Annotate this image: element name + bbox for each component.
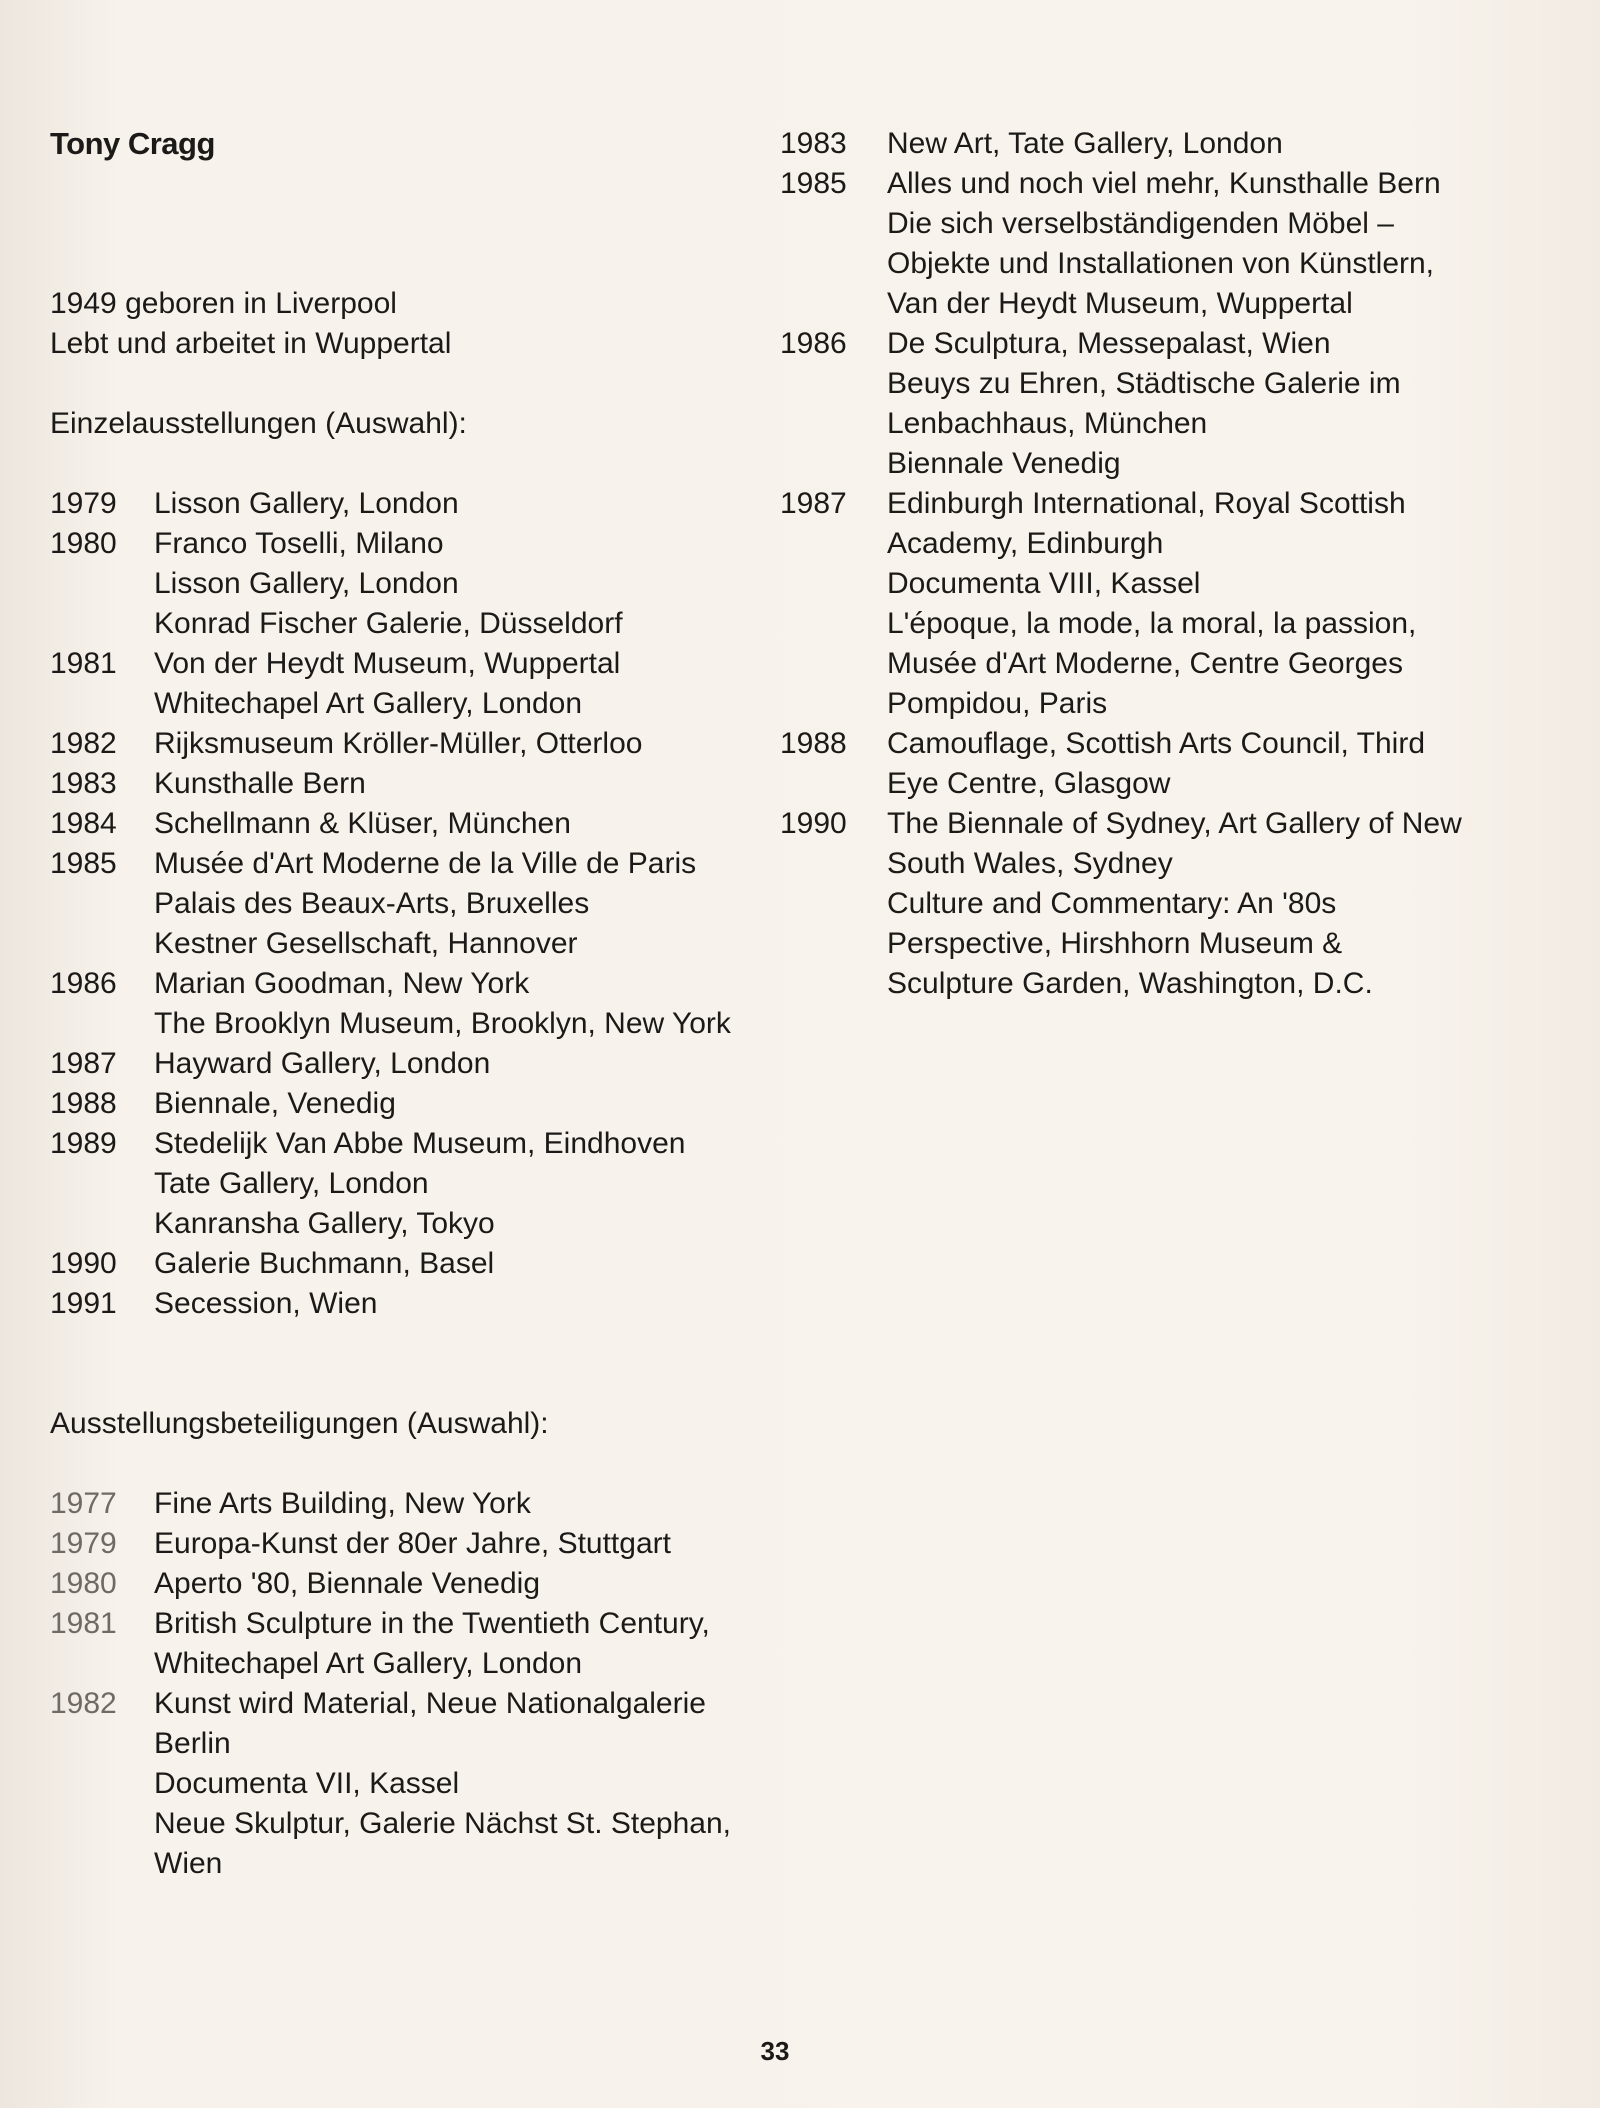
exhibition-venues <box>154 1564 770 1604</box>
exhibition-venue: Documenta VII, Kassel <box>154 1767 460 1800</box>
exhibition-entry <box>50 644 770 724</box>
exhibition-venue: Berlin <box>154 1727 231 1760</box>
exhibition-venue: Perspective, Hirshhorn Museum & <box>887 927 1343 960</box>
exhibition-venues <box>154 1524 770 1564</box>
exhibition-venue: Franco Toselli, Milano <box>154 527 444 560</box>
exhibition-venue: Eye Centre, Glasgow <box>887 767 1171 800</box>
exhibition-year: 1981 <box>50 647 117 680</box>
exhibition-year: 1986 <box>50 967 117 1000</box>
exhibition-year: 1982 <box>50 1687 117 1720</box>
exhibition-venues <box>154 844 770 964</box>
exhibition-venues <box>154 1604 770 1684</box>
exhibition-entry <box>780 484 1540 724</box>
exhibition-year: 1979 <box>50 487 117 520</box>
exhibition-venue: Culture and Commentary: An '80s <box>887 887 1337 920</box>
exhibition-venues <box>154 1044 770 1084</box>
exhibition-venue: Fine Arts Building, New York <box>154 1487 531 1520</box>
exhibition-venue: Neue Skulptur, Galerie Nächst St. Stephan, <box>154 1807 731 1840</box>
exhibition-entry <box>50 964 770 1044</box>
exhibition-venue: Die sich verselbständigenden Möbel – <box>887 207 1394 240</box>
exhibition-venues <box>154 964 770 1044</box>
group-exhibitions-title: Ausstellungsbeteiligungen (Auswahl): <box>50 1407 549 1440</box>
exhibition-venues <box>887 164 1540 324</box>
exhibition-venue: Lenbachhaus, München <box>887 407 1208 440</box>
exhibition-venue: Pompidou, Paris <box>887 687 1108 720</box>
exhibition-venues <box>154 1124 770 1244</box>
exhibition-entry <box>50 1564 770 1604</box>
exhibition-venues <box>154 804 770 844</box>
exhibition-entry <box>50 844 770 964</box>
exhibition-venue: Sculpture Garden, Washington, D.C. <box>887 967 1373 1000</box>
exhibition-entry <box>50 1484 770 1524</box>
exhibition-year: 1987 <box>780 487 847 520</box>
solo-exhibitions-title: Einzelausstellungen (Auswahl): <box>50 407 467 440</box>
exhibition-venue: Beuys zu Ehren, Städtische Galerie im <box>887 367 1401 400</box>
exhibition-venue: Objekte und Installationen von Künstlern, <box>887 247 1435 280</box>
exhibition-venue: Stedelijk Van Abbe Museum, Eindhoven <box>154 1127 686 1160</box>
exhibition-venue: L'époque, la mode, la moral, la passion, <box>887 607 1417 640</box>
artist-name: Tony Cragg <box>50 126 215 161</box>
solo-exhibitions-list <box>50 484 770 1324</box>
bio-born: 1949 geboren in Liverpool <box>50 287 397 320</box>
exhibition-venue: Whitechapel Art Gallery, London <box>154 1647 583 1680</box>
exhibition-year: 1985 <box>780 167 847 200</box>
exhibition-venue: Konrad Fischer Galerie, Düsseldorf <box>154 607 623 640</box>
artist-bio <box>50 284 770 364</box>
exhibition-venue: Academy, Edinburgh <box>887 527 1164 560</box>
exhibition-venue: Documenta VIII, Kassel <box>887 567 1201 600</box>
exhibition-entry <box>50 804 770 844</box>
exhibition-venue: Kunsthalle Bern <box>154 767 366 800</box>
exhibition-venue: Marian Goodman, New York <box>154 967 530 1000</box>
exhibition-venues <box>154 484 770 524</box>
exhibition-venue: Musée d'Art Moderne, Centre Georges <box>887 647 1403 680</box>
exhibition-year: 1979 <box>50 1527 117 1560</box>
exhibition-venues <box>887 324 1540 484</box>
exhibition-entry <box>50 1524 770 1564</box>
exhibition-entry <box>780 124 1540 164</box>
exhibition-venue: Secession, Wien <box>154 1287 378 1320</box>
exhibition-venue: Biennale Venedig <box>887 447 1121 480</box>
exhibition-venue: Europa-Kunst der 80er Jahre, Stuttgart <box>154 1527 671 1560</box>
exhibition-year: 1981 <box>50 1607 117 1640</box>
exhibition-entry <box>50 1284 770 1324</box>
page-number: 33 <box>760 2036 790 2066</box>
exhibition-year: 1982 <box>50 727 117 760</box>
exhibition-venues <box>154 1484 770 1524</box>
exhibition-venue: Hayward Gallery, London <box>154 1047 491 1080</box>
bio-lives: Lebt und arbeitet in Wuppertal <box>50 327 452 360</box>
exhibition-year: 1988 <box>780 727 847 760</box>
exhibition-venues <box>887 484 1540 724</box>
exhibition-entry <box>50 1044 770 1084</box>
exhibition-venue: Wien <box>154 1847 223 1880</box>
exhibition-year: 1986 <box>780 327 847 360</box>
exhibition-venues <box>154 644 770 724</box>
exhibition-venue: De Sculptura, Messepalast, Wien <box>887 327 1331 360</box>
exhibition-venues <box>154 764 770 804</box>
exhibition-venues <box>887 804 1540 1004</box>
exhibition-venue: Palais des Beaux-Arts, Bruxelles <box>154 887 590 920</box>
exhibition-entry <box>50 1604 770 1684</box>
exhibition-venue: British Sculpture in the Twentieth Century, <box>154 1607 710 1640</box>
exhibition-entry <box>780 724 1540 804</box>
group-exhibitions-list-continued <box>780 124 1540 1004</box>
exhibition-year: 1990 <box>780 807 847 840</box>
exhibition-entry <box>50 1084 770 1124</box>
exhibition-venues <box>154 1084 770 1124</box>
exhibition-venue: Edinburgh International, Royal Scottish <box>887 487 1406 520</box>
exhibition-year: 1977 <box>50 1487 117 1520</box>
exhibition-venues <box>887 124 1540 164</box>
exhibition-year: 1988 <box>50 1087 117 1120</box>
exhibition-venue: Camouflage, Scottish Arts Council, Third <box>887 727 1426 760</box>
exhibition-year: 1985 <box>50 847 117 880</box>
right-column <box>780 124 1540 1004</box>
exhibition-venue: Kestner Gesellschaft, Hannover <box>154 927 578 960</box>
exhibition-venue: Lisson Gallery, London <box>154 567 459 600</box>
exhibition-entry <box>50 1684 770 1884</box>
exhibition-venues <box>887 724 1540 804</box>
exhibition-venue: Musée d'Art Moderne de la Ville de Paris <box>154 847 697 880</box>
exhibition-year: 1980 <box>50 1567 117 1600</box>
exhibition-venue: The Brooklyn Museum, Brooklyn, New York <box>154 1007 731 1040</box>
exhibition-entry <box>50 484 770 524</box>
exhibition-entry <box>50 764 770 804</box>
exhibition-venues <box>154 1244 770 1284</box>
exhibition-venue: Van der Heydt Museum, Wuppertal <box>887 287 1353 320</box>
exhibition-venues <box>154 524 770 644</box>
exhibition-year: 1990 <box>50 1247 117 1280</box>
exhibition-venue: Lisson Gallery, London <box>154 487 459 520</box>
exhibition-venues <box>154 1684 770 1884</box>
exhibition-venue: Whitechapel Art Gallery, London <box>154 687 583 720</box>
exhibition-venue: New Art, Tate Gallery, London <box>887 127 1283 160</box>
exhibition-year: 1989 <box>50 1127 117 1160</box>
left-column <box>50 124 770 1884</box>
exhibition-venue: Schellmann & Klüser, München <box>154 807 571 840</box>
exhibition-year: 1984 <box>50 807 117 840</box>
exhibition-entry <box>50 1244 770 1284</box>
exhibition-entry <box>50 724 770 764</box>
group-exhibitions-list <box>50 1484 770 1884</box>
exhibition-year: 1983 <box>780 127 847 160</box>
exhibition-venues <box>154 724 770 764</box>
exhibition-venue: Von der Heydt Museum, Wuppertal <box>154 647 621 680</box>
exhibition-venue: Galerie Buchmann, Basel <box>154 1247 495 1280</box>
exhibition-venue: Tate Gallery, London <box>154 1167 429 1200</box>
exhibition-venue: Kunst wird Material, Neue Nationalgalerie <box>154 1687 706 1720</box>
exhibition-year: 1980 <box>50 527 117 560</box>
exhibition-venue: Alles und noch viel mehr, Kunsthalle Bern <box>887 167 1441 200</box>
exhibition-venue: Rijksmuseum Kröller-Müller, Otterloo <box>154 727 643 760</box>
exhibition-entry <box>780 324 1540 484</box>
exhibition-venue: Biennale, Venedig <box>154 1087 396 1120</box>
exhibition-venue: Kanransha Gallery, Tokyo <box>154 1207 495 1240</box>
exhibition-venue: Aperto '80, Biennale Venedig <box>154 1567 541 1600</box>
exhibition-entry <box>780 804 1540 1004</box>
exhibition-entry <box>50 1124 770 1244</box>
exhibition-year: 1991 <box>50 1287 117 1320</box>
exhibition-year: 1987 <box>50 1047 117 1080</box>
exhibition-entry <box>780 164 1540 324</box>
exhibition-venues <box>154 1284 770 1324</box>
exhibition-venue: The Biennale of Sydney, Art Gallery of New <box>887 807 1462 840</box>
exhibition-entry <box>50 524 770 644</box>
exhibition-venue: South Wales, Sydney <box>887 847 1173 880</box>
exhibition-year: 1983 <box>50 767 117 800</box>
